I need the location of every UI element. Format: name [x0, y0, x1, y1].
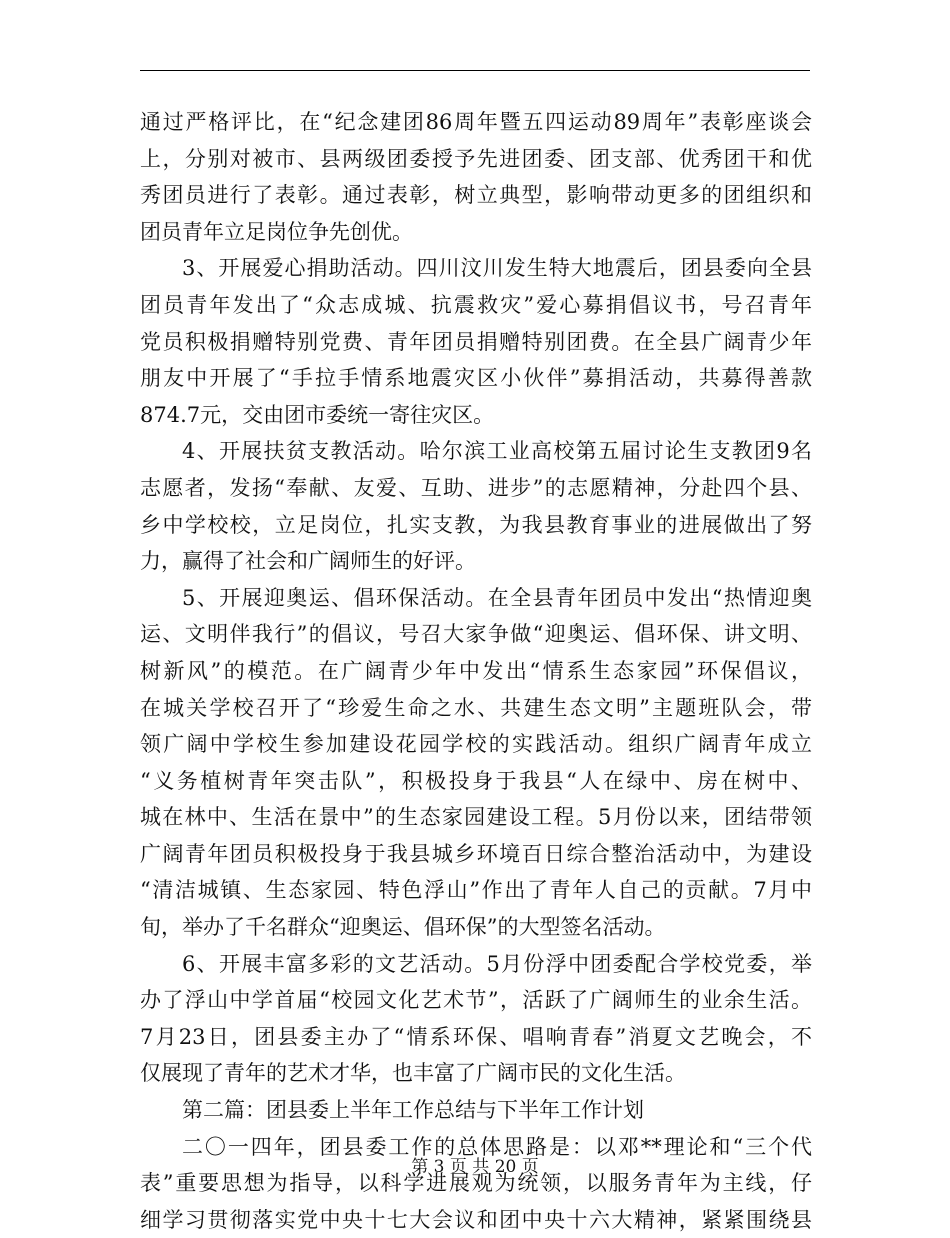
text-line: “清洁城镇、生态家园、特色浮山”作出了青年人自己的贡献。7月中 — [140, 878, 812, 903]
text-line: 党员积极捐赠特别党费、青年团员捐赠特别团费。在全县广阔青少年 — [140, 329, 812, 354]
text-line: 仅展现了青年的艺术才华，也丰富了广阔市民的文化生活。 — [140, 1061, 686, 1086]
text-line: 志愿者，发扬“奉献、友爱、互助、进步”的志愿精神，分赴四个县、 — [140, 475, 812, 500]
text-line: 表”重要思想为指导，以科学进展观为统领，以服务青年为主线，仔 — [140, 1171, 812, 1196]
text-line: 4、开展扶贫支教活动。哈尔滨工业高校第五届讨论生支教团9名 — [182, 439, 812, 464]
text-line: 团员青年立足岗位争先创优。 — [140, 219, 413, 244]
text-line: 乡中学校校，立足岗位，扎实支教，为我县教育事业的进展做出了努 — [140, 512, 812, 537]
text-line: 力，赢得了社会和广阔师生的好评。 — [140, 549, 476, 574]
text-line: 874.7元，交由团市委统一寄往灾区。 — [140, 402, 495, 427]
text-line: 广阔青年团员积极投身于我县城乡环境百日综合整治活动中，为建设 — [140, 841, 812, 866]
text-line: 二〇一四年，团县委工作的总体思路是：以邓**理论和“三个代 — [182, 1134, 812, 1159]
body-text — [140, 104, 812, 1238]
text-line: 旬，举办了千名群众“迎奥运、倡环保”的大型签名活动。 — [140, 915, 666, 940]
text-line: 上，分别对被市、县两级团委授予先进团委、团支部、优秀团干和优 — [140, 146, 812, 171]
text-line: “义务植树青年突击队”，积极投身于我县“人在绿中、房在树中、 — [140, 768, 812, 793]
header-rule — [140, 70, 810, 71]
text-line: 5、开展迎奥运、倡环保活动。在全县青年团员中发出“热情迎奥 — [182, 585, 812, 610]
page-number: 第 3 页 共 20 页 — [411, 1157, 539, 1177]
section-heading: 第二篇：团县委上半年工作总结与下半年工作计划 — [182, 1098, 644, 1123]
text-line: 3、开展爱心捐助活动。四川汶川发生特大地震后，团县委向全县 — [182, 256, 812, 281]
text-line: 6、开展丰富多彩的文艺活动。5月份浮中团委配合学校党委，举 — [182, 951, 812, 976]
text-line: 秀团员进行了表彰。通过表彰，树立典型，影响带动更多的团组织和 — [140, 183, 812, 208]
text-line: 树新风”的模范。在广阔青少年中发出“情系生态家园”环保倡议， — [140, 658, 812, 683]
text-line: 领广阔中学校生参加建设花园学校的实践活动。组织广阔青年成立 — [140, 732, 812, 757]
text-line: 7月23日，团县委主办了“情系环保、唱响青春”消夏文艺晚会，不 — [140, 1024, 812, 1049]
text-line: 团员青年发出了“众志成城、抗震救灾”爱心募捐倡议书，号召青年 — [140, 292, 812, 317]
text-line: 通过严格评比，在“纪念建团86周年暨五四运动89周年”表彰座谈会 — [140, 110, 812, 134]
text-line: 城在林中、生活在景中”的生态家园建设工程。5月份以来，团结带领 — [140, 805, 812, 830]
text-line: 朋友中开展了“手拉手情系地震灾区小伙伴”募捐活动，共募得善款 — [140, 366, 812, 391]
text-line: 办了浮山中学首届“校园文化艺术节”，活跃了广阔师生的业余生活。 — [140, 988, 812, 1013]
text-line: 在城关学校召开了“珍爱生命之水、共建生态文明”主题班队会，带 — [140, 695, 812, 720]
text-line: 运、文明伴我行”的倡议，号召大家争做“迎奥运、倡环保、讲文明、 — [140, 622, 812, 647]
text-line: 细学习贯彻落实党中央十七大会议和团中央十六大精神，紧紧围绕县 — [140, 1207, 812, 1232]
